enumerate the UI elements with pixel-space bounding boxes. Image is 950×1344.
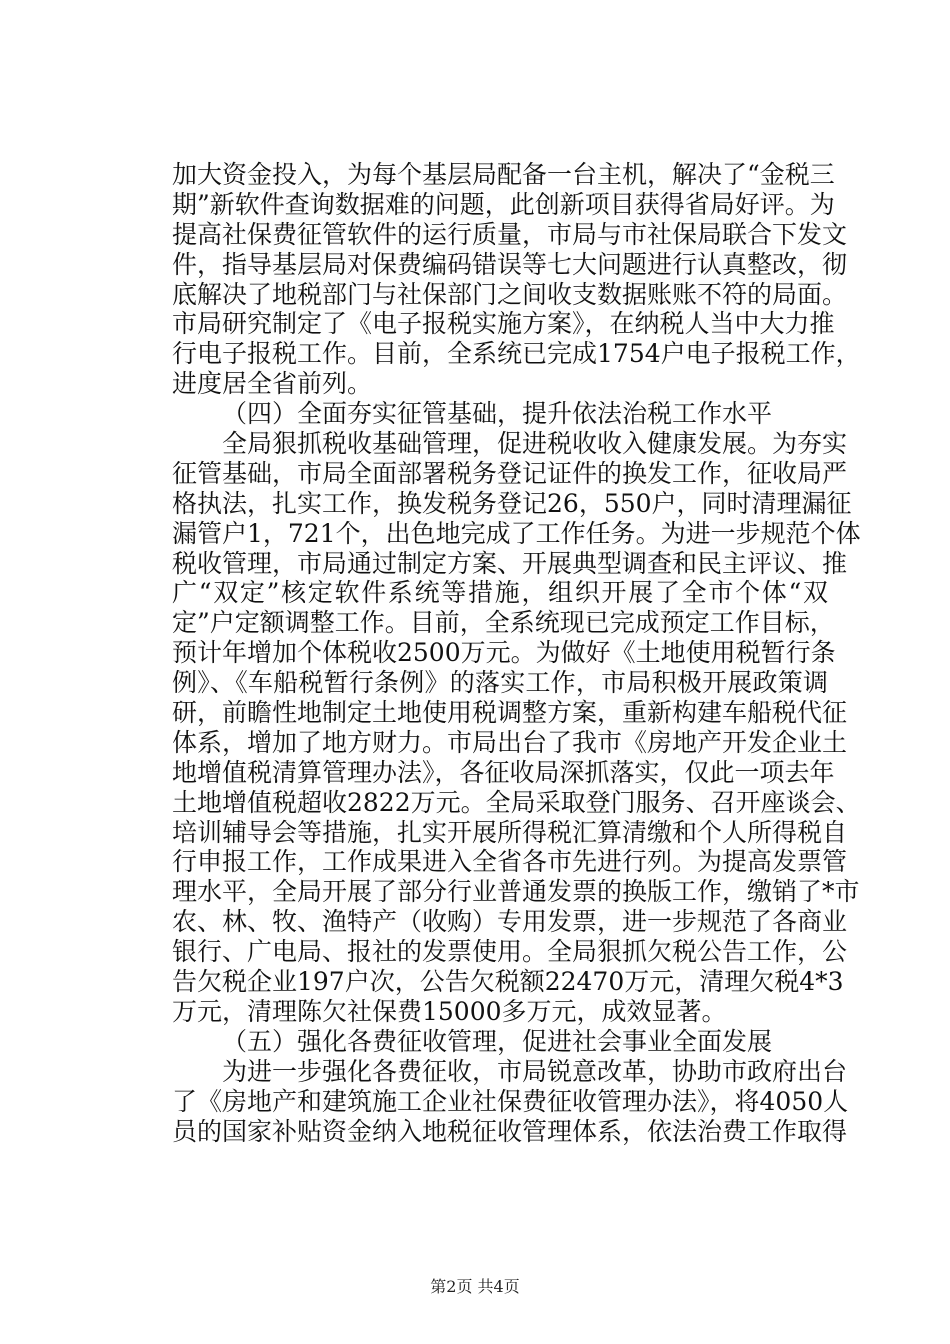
paragraph-line: 市局研究制定了《电子报税实施方案》，在纳税人当中大力推 <box>172 309 835 339</box>
paragraph-line: 告欠税企业197户次，公告欠税额22470万元，清理欠税4*3 <box>172 967 844 997</box>
paragraph-line: 培训辅导会等措施，扎实开展所得税汇算清缴和个人所得税自 <box>172 817 848 847</box>
page-number: 第2页 共4页 <box>430 1277 520 1296</box>
paragraph-line: 漏管户1，721个，出色地完成了工作任务。为进一步规范个体 <box>172 518 861 548</box>
paragraph-line: 理水平，全局开展了部分行业普通发票的换版工作，缴销了*市 <box>172 877 860 907</box>
paragraph-line: 例》、《车船税暂行条例》的落实工作，市局积极开展政策调 <box>172 668 828 698</box>
paragraph-line: 万元，清理陈欠社保费15000多万元，成效显著。 <box>172 996 727 1026</box>
paragraph-line: 提高社保费征管软件的运行质量，市局与市社保局联合下发文 <box>172 219 848 249</box>
paragraph-line: 征管基础，市局全面部署税务登记证件的换发工作，征收局严 <box>172 458 848 488</box>
paragraph-line: 地增值税清算管理办法》，各征收局深抓落实，仅此一项去年 <box>172 757 835 787</box>
paragraph-line: 银行、广电局、报社的发票使用。全局狠抓欠税公告工作，公 <box>172 937 848 967</box>
paragraph-line: 税收管理，市局通过制定方案、开展典型调查和民主评议、推 <box>172 548 848 578</box>
page-footer <box>0 1274 950 1297</box>
section-heading: （四）全面夯实征管基础，提升依法治税工作水平 <box>222 399 773 429</box>
paragraph-line: 期”新软件查询数据难的问题，此创新项目获得省局好评。为 <box>172 189 835 219</box>
paragraph-line: 体系，增加了地方财力。市局出台了我市《房地产开发企业土 <box>172 727 848 757</box>
document-body <box>172 160 861 1146</box>
paragraph-line: 广“双定”核定软件系统等措施，组织开展了全市个体“双 <box>172 578 828 608</box>
paragraph-line: 农、林、牧、渔特产（收购）专用发票，进一步规范了各商业 <box>172 907 848 937</box>
paragraph-line: 件，指导基层局对保费编码错误等七大问题进行认真整改，彻 <box>172 249 848 279</box>
paragraph-line: 全局狠抓税收基础管理，促进税收收入健康发展。为夯实 <box>222 429 848 459</box>
paragraph-line: 土地增值税超收2822万元。全局采取登门服务、召开座谈会、 <box>172 787 861 817</box>
paragraph-line: 预计年增加个体税收2500万元。为做好《土地使用税暂行条 <box>172 638 836 668</box>
paragraph-line: 行申报工作，工作成果进入全省各市先进行列。为提高发票管 <box>172 847 848 877</box>
paragraph-line: 员的国家补贴资金纳入地税征收管理体系，依法治费工作取得 <box>172 1116 848 1146</box>
paragraph-line: 定”户定额调整工作。目前，全系统现已完成预定工作目标， <box>172 608 835 638</box>
paragraph-line: 为进一步强化各费征收，市局锐意改革，协助市政府出台 <box>222 1056 848 1086</box>
paragraph-line: 底解决了地税部门与社保部门之间收支数据账账不符的局面。 <box>172 279 848 309</box>
paragraph-line: 研，前瞻性地制定土地使用税调整方案，重新构建车船税代征 <box>172 698 848 728</box>
paragraph-line: 格执法，扎实工作，换发税务登记26，550户，同时清理漏征 <box>172 488 852 518</box>
paragraph-line: 加大资金投入，为每个基层局配备一台主机，解决了“金税三 <box>172 160 835 189</box>
paragraph-line: 了《房地产和建筑施工企业社保费征收管理办法》，将4050人 <box>172 1086 849 1116</box>
section-heading: （五）强化各费征收管理，促进社会事业全面发展 <box>222 1026 773 1056</box>
paragraph-line: 进度居全省前列。 <box>172 369 373 399</box>
paragraph-line: 行电子报税工作。目前，全系统已完成1754户电子报税工作， <box>172 339 861 369</box>
